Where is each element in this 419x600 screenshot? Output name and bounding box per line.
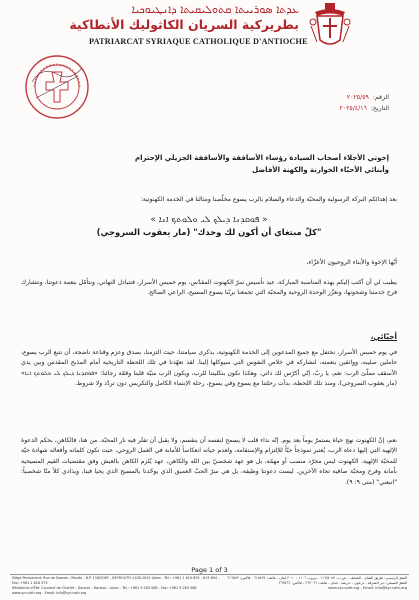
reference-number-value: ٢٠٢٥/٥٩ xyxy=(346,94,369,101)
syriac-header: ܥܕܬܐ ܣܘܪܝܝܬܐ ܩܬܘܠܝܩܝܬܐ ܕܐܢܛܝܘܟܝܐ xyxy=(131,3,299,16)
reference-date-label: التاريخ: xyxy=(370,105,389,112)
theme-quote-syriac: « ܦܘܩܕܢܐ ܕܝܠܟ ܠܝ ܘܠܘܬܟ ܐܢܐ » xyxy=(150,215,268,225)
reference-number-label: الرقم: xyxy=(372,94,389,101)
arabic-header-title: بطريركية السريان الكاثوليك الأنطاكية xyxy=(69,17,299,32)
addressees-line-1: إخوتي الأجلاء أصحاب السيادة رؤساء الأساقفة والأساقفة الجزيلي الإحترام xyxy=(134,154,389,162)
footer-latin-line-3: www.syr-cath.org - Email: info@syr-cath.org xyxy=(12,591,87,595)
reference-block xyxy=(339,92,389,114)
patriarchal-crest-icon xyxy=(307,2,353,50)
theme-quote xyxy=(39,215,379,237)
official-stamp-icon xyxy=(22,52,92,122)
intro-line: بعد إهدائكم البركة الرسولية والمحبّة والدعاء والسلام بالرب يسوع مخلّصنا ومثالنا في الخدمة الكهنوتية: xyxy=(140,196,397,203)
section-heading: أحبّائي، xyxy=(370,332,397,341)
page-number: Page 1 of 3 xyxy=(191,566,228,574)
reference-date xyxy=(339,103,389,114)
footer-address-latin xyxy=(12,576,222,596)
footer-arabic-line-2: المقرّ الصيفي: دير الشرفة - درعون - حريصا - لبنان - هاتف: ٢٦٣٠٦٦ - فاكس: ٢٦٣٥٦٦ xyxy=(278,581,407,585)
theme-quote-arabic: "كلّ مبتغاي أن أكون لك وحدك" (مار يعقوب السروجي) xyxy=(96,227,322,237)
addressees-line-2: وأبنائي الأحبّاء الخوارنة والكهنة الأفاضل xyxy=(252,166,389,174)
footer-arabic-line-3: www.syr-cath.org - Email: info@syr-cath.org xyxy=(328,586,407,590)
reference-number xyxy=(339,92,389,103)
greeting: أيّها الإخوة والأبناء الروحيون الأعزّاء، xyxy=(306,259,397,266)
paragraph-1: يطيب لي أن أكتب إليكم بهذه المناسبة المباركة، عيد تأسيس سرّ الكهنوت المقدّس، يوم خميس الأسرار، فنتبادل التهاني، ونتأمّل بنعمة دعوتنا، ونتشارك فرح خدمتنا وشجونها، ونعزّز الوحدة الروحية والمحبّة التي تجمعنا بربّنا يسوع المسيح، الراعي الصالح. xyxy=(21,279,397,297)
addressees xyxy=(99,152,389,176)
reference-date-value: ٢٠٢٥/٤/١٦ xyxy=(339,105,367,112)
paragraph-2: في يوم خميس الأسرار، نحتفل مع جميع المدعوين إلى الخدمة الكهنوتية، بذكرى سيامتنا، حيث التزمنا، بصدق وعزم وقناعة ناضجة، أن نتبع الرب يسوع، حاملين صليبه، وواثقين بنعمته، لنشاركه في خلاص النفوس التي سيوكلها إلينا. لقد تعهّدنا في تلك اللحظة التاريخية أمام المذبح المقدس وبين يدي الأسقف مملّئ الرب: نعم، يا ربّ، إنّي أكرّس لك ذاتي. وهكذا نكون بتكليتنا للرب، ويكون الرب منيّة قلبنا وقمّة رجائنا: «ܦܘܩܕܢܐ ܕܝܠܟ ܠܝ ܘܠܘܬܟ ܐܢܐ» (مار يعقوب السروجي)، ومنذ تلك اللحظة، بدأت رحلتنا مع يسوع وفي يسوع، رحلة الإنتماء الكامل والتكريس دون تردّد ولا شروط. xyxy=(21,349,397,388)
french-header-title: PATRIARCAT SYRIAQUE CATHOLIQUE D'ANTIOCHE xyxy=(89,37,308,46)
footer-latin-line-2: Résidence d'Été: Couvent de Charfet - Daroun - Harissa - Liban - Tél.: +961 9 263 066 - Fax: +961 9 263 566 xyxy=(12,586,197,590)
footer-arabic-line-1: المقرّ الرئيسي: طريق الشام - المتحف - ص.ب. ١١٦/٥٠٨٧ - بيروت ١١٠٦ - ٢٠١٠ لبنان - هاتف: ٦١٥٨٩٢ - فاكس: ٦١٦٥٧٣ xyxy=(227,576,407,580)
paragraph-3: نعم، إنّ الكهنوت نهج حياة يستمرّ يوماً بعد يوم. إنّه نداء قلب لا يسمح لنفسه أن ينقسم، ولا يقبل أن تفتُر فيه نار المحبّة. من هنا، فالكاهن، بحكم الدعوة الإلهية التي إليها دعاه الرب، يُعتبر نموذجاً حيّاً للإلتزام والإستقامة، ولعدم حياته انعكاساً للأمانة في العمل الروحي، حيث تكون كلماته وأفعاله شهادة حيّة للمحبّة الإلهية. الكهنوت ليس مجرّد منصب أو مهمّة، بل هو عهد شخصيّ بين الله والكاهن، عهد يُلزم الكاهن بالعيش وفق مقتضيات القيم المسيحية بأمانة وفرح ومحبّة صافية تجاه الآخرين. ليست دعوتنا وظيفة، بل هي سرّ الحبّ العميق الذي يوحّدنا بالمسيح الذي يحيا فينا، ويذادي كلاً منّا شخصياً: "اتبعني" (متى ٩: ٩). xyxy=(21,437,397,486)
footer-divider xyxy=(10,574,409,575)
footer-address-arabic xyxy=(227,576,407,591)
footer-latin-line-1: Siège Permanent: Rue de Damas - Musée - B.P. 116/5087 - BEYROUTH 1106-2010 Liban - Tél.: +961 1 615 892 - 615 894 - Fax: +961 1 616 573 xyxy=(12,576,220,585)
